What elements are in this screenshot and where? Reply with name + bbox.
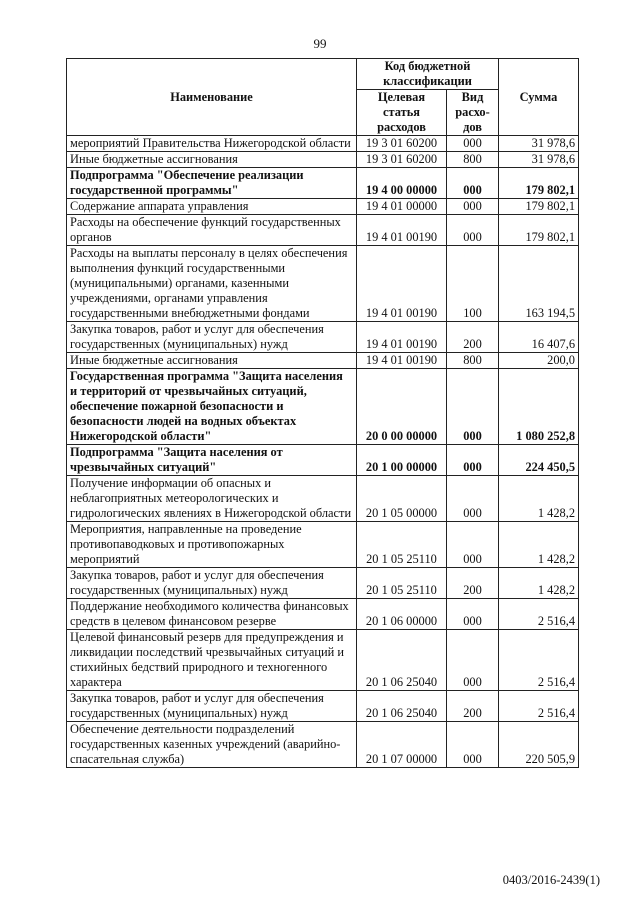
row-name-cell: Получение информации об опасных и неблагоприятных метеорологических и гидрологических явлениях в Нижегородской области — [67, 476, 357, 522]
row-sum-cell: 2 516,4 — [499, 630, 579, 691]
row-expense-kind-cell: 000 — [447, 369, 499, 445]
row-target-article-cell: 20 1 05 00000 — [357, 476, 447, 522]
row-expense-kind-cell: 100 — [447, 246, 499, 322]
row-target-article-cell: 19 4 00 00000 — [357, 168, 447, 199]
row-expense-kind-cell: 200 — [447, 322, 499, 353]
row-sum-cell: 179 802,1 — [499, 168, 579, 199]
budget-table — [66, 58, 579, 768]
row-name-cell: Содержание аппарата управления — [67, 199, 357, 215]
table-row — [67, 691, 579, 722]
table-row — [67, 246, 579, 322]
row-target-article-cell: 20 0 00 00000 — [357, 369, 447, 445]
row-sum-cell: 2 516,4 — [499, 691, 579, 722]
column-header-sum: Сумма — [499, 59, 579, 136]
row-sum-cell: 179 802,1 — [499, 215, 579, 246]
table-row — [67, 136, 579, 152]
row-name-cell: Закупка товаров, работ и услуг для обеспечения государственных (муниципальных) нужд — [67, 568, 357, 599]
row-expense-kind-cell: 000 — [447, 522, 499, 568]
row-name-cell: Подпрограмма "Обеспечение реализации государственной программы" — [67, 168, 357, 199]
row-name-cell: мероприятий Правительства Нижегородской области — [67, 136, 357, 152]
table-row — [67, 522, 579, 568]
table-row — [67, 722, 579, 768]
row-expense-kind-cell: 200 — [447, 568, 499, 599]
row-expense-kind-cell: 000 — [447, 445, 499, 476]
table-row — [67, 369, 579, 445]
column-header-expense-kind: Вид расхо-дов — [447, 90, 499, 136]
row-target-article-cell: 19 4 01 00190 — [357, 353, 447, 369]
row-target-article-cell: 20 1 05 25110 — [357, 568, 447, 599]
row-sum-cell: 1 428,2 — [499, 522, 579, 568]
row-name-cell: Расходы на обеспечение функций государственных органов — [67, 215, 357, 246]
row-sum-cell: 200,0 — [499, 353, 579, 369]
row-expense-kind-cell: 000 — [447, 599, 499, 630]
row-name-cell: Подпрограмма "Защита населения от чрезвычайных ситуаций" — [67, 445, 357, 476]
row-sum-cell: 179 802,1 — [499, 199, 579, 215]
row-target-article-cell: 19 4 01 00190 — [357, 215, 447, 246]
row-target-article-cell: 19 4 01 00000 — [357, 199, 447, 215]
row-expense-kind-cell: 000 — [447, 476, 499, 522]
page-number: 99 — [313, 36, 327, 51]
document-code: 0403/2016-2439(1) — [502, 873, 600, 887]
row-name-cell: Расходы на выплаты персоналу в целях обеспечения выполнения функций государственными (муниципальными) органами, казенными учреждениями, органами управления государственными внебюджетными фондами — [67, 246, 357, 322]
row-name-cell: Закупка товаров, работ и услуг для обеспечения государственных (муниципальных) нужд — [67, 691, 357, 722]
table-row — [67, 353, 579, 369]
row-target-article-cell: 20 1 00 00000 — [357, 445, 447, 476]
row-name-cell: Закупка товаров, работ и услуг для обеспечения государственных (муниципальных) нужд — [67, 322, 357, 353]
row-target-article-cell: 20 1 05 25110 — [357, 522, 447, 568]
row-name-cell: Обеспечение деятельности подразделений государственных казенных учреждений (аварийно-спасательная служба) — [67, 722, 357, 768]
row-expense-kind-cell: 000 — [447, 722, 499, 768]
column-header-code-group: Код бюджетной классификации — [357, 59, 499, 90]
row-target-article-cell: 19 4 01 00190 — [357, 246, 447, 322]
row-name-cell: Иные бюджетные ассигнования — [67, 152, 357, 168]
row-target-article-cell: 19 3 01 60200 — [357, 136, 447, 152]
row-expense-kind-cell: 200 — [447, 691, 499, 722]
row-sum-cell: 220 505,9 — [499, 722, 579, 768]
row-expense-kind-cell: 000 — [447, 168, 499, 199]
row-target-article-cell: 20 1 06 25040 — [357, 691, 447, 722]
row-name-cell: Государственная программа "Защита населения и территорий от чрезвычайных ситуаций, обеспечение пожарной безопасности и безопасности людей на водных объектах Нижегородской области" — [67, 369, 357, 445]
table-body — [67, 136, 579, 768]
row-sum-cell: 31 978,6 — [499, 152, 579, 168]
row-sum-cell: 163 194,5 — [499, 246, 579, 322]
row-expense-kind-cell: 000 — [447, 630, 499, 691]
row-name-cell: Иные бюджетные ассигнования — [67, 353, 357, 369]
row-sum-cell: 1 080 252,8 — [499, 369, 579, 445]
row-expense-kind-cell: 000 — [447, 215, 499, 246]
row-sum-cell: 16 407,6 — [499, 322, 579, 353]
row-target-article-cell: 19 3 01 60200 — [357, 152, 447, 168]
table-row — [67, 168, 579, 199]
row-name-cell: Поддержание необходимого количества финансовых средств в целевом финансовом резерве — [67, 599, 357, 630]
row-sum-cell: 224 450,5 — [499, 445, 579, 476]
table-row — [67, 445, 579, 476]
table-row — [67, 215, 579, 246]
row-sum-cell: 2 516,4 — [499, 599, 579, 630]
table-row — [67, 199, 579, 215]
row-sum-cell: 1 428,2 — [499, 476, 579, 522]
row-expense-kind-cell: 800 — [447, 353, 499, 369]
row-expense-kind-cell: 000 — [447, 136, 499, 152]
table-row — [67, 152, 579, 168]
row-name-cell: Мероприятия, направленные на проведение противопаводковых и противопожарных мероприятий — [67, 522, 357, 568]
table-row — [67, 568, 579, 599]
table-row — [67, 476, 579, 522]
row-sum-cell: 31 978,6 — [499, 136, 579, 152]
table-row — [67, 322, 579, 353]
table-row — [67, 599, 579, 630]
row-target-article-cell: 19 4 01 00190 — [357, 322, 447, 353]
row-sum-cell: 1 428,2 — [499, 568, 579, 599]
table-row — [67, 630, 579, 691]
row-target-article-cell: 20 1 06 25040 — [357, 630, 447, 691]
row-name-cell: Целевой финансовый резерв для предупреждения и ликвидации последствий чрезвычайных ситуаций и стихийных бедствий природного и техногенного характера — [67, 630, 357, 691]
column-header-name: Наименование — [67, 59, 357, 136]
row-expense-kind-cell: 800 — [447, 152, 499, 168]
row-target-article-cell: 20 1 06 00000 — [357, 599, 447, 630]
row-expense-kind-cell: 000 — [447, 199, 499, 215]
column-header-target-article: Целевая статья расходов — [357, 90, 447, 136]
row-target-article-cell: 20 1 07 00000 — [357, 722, 447, 768]
